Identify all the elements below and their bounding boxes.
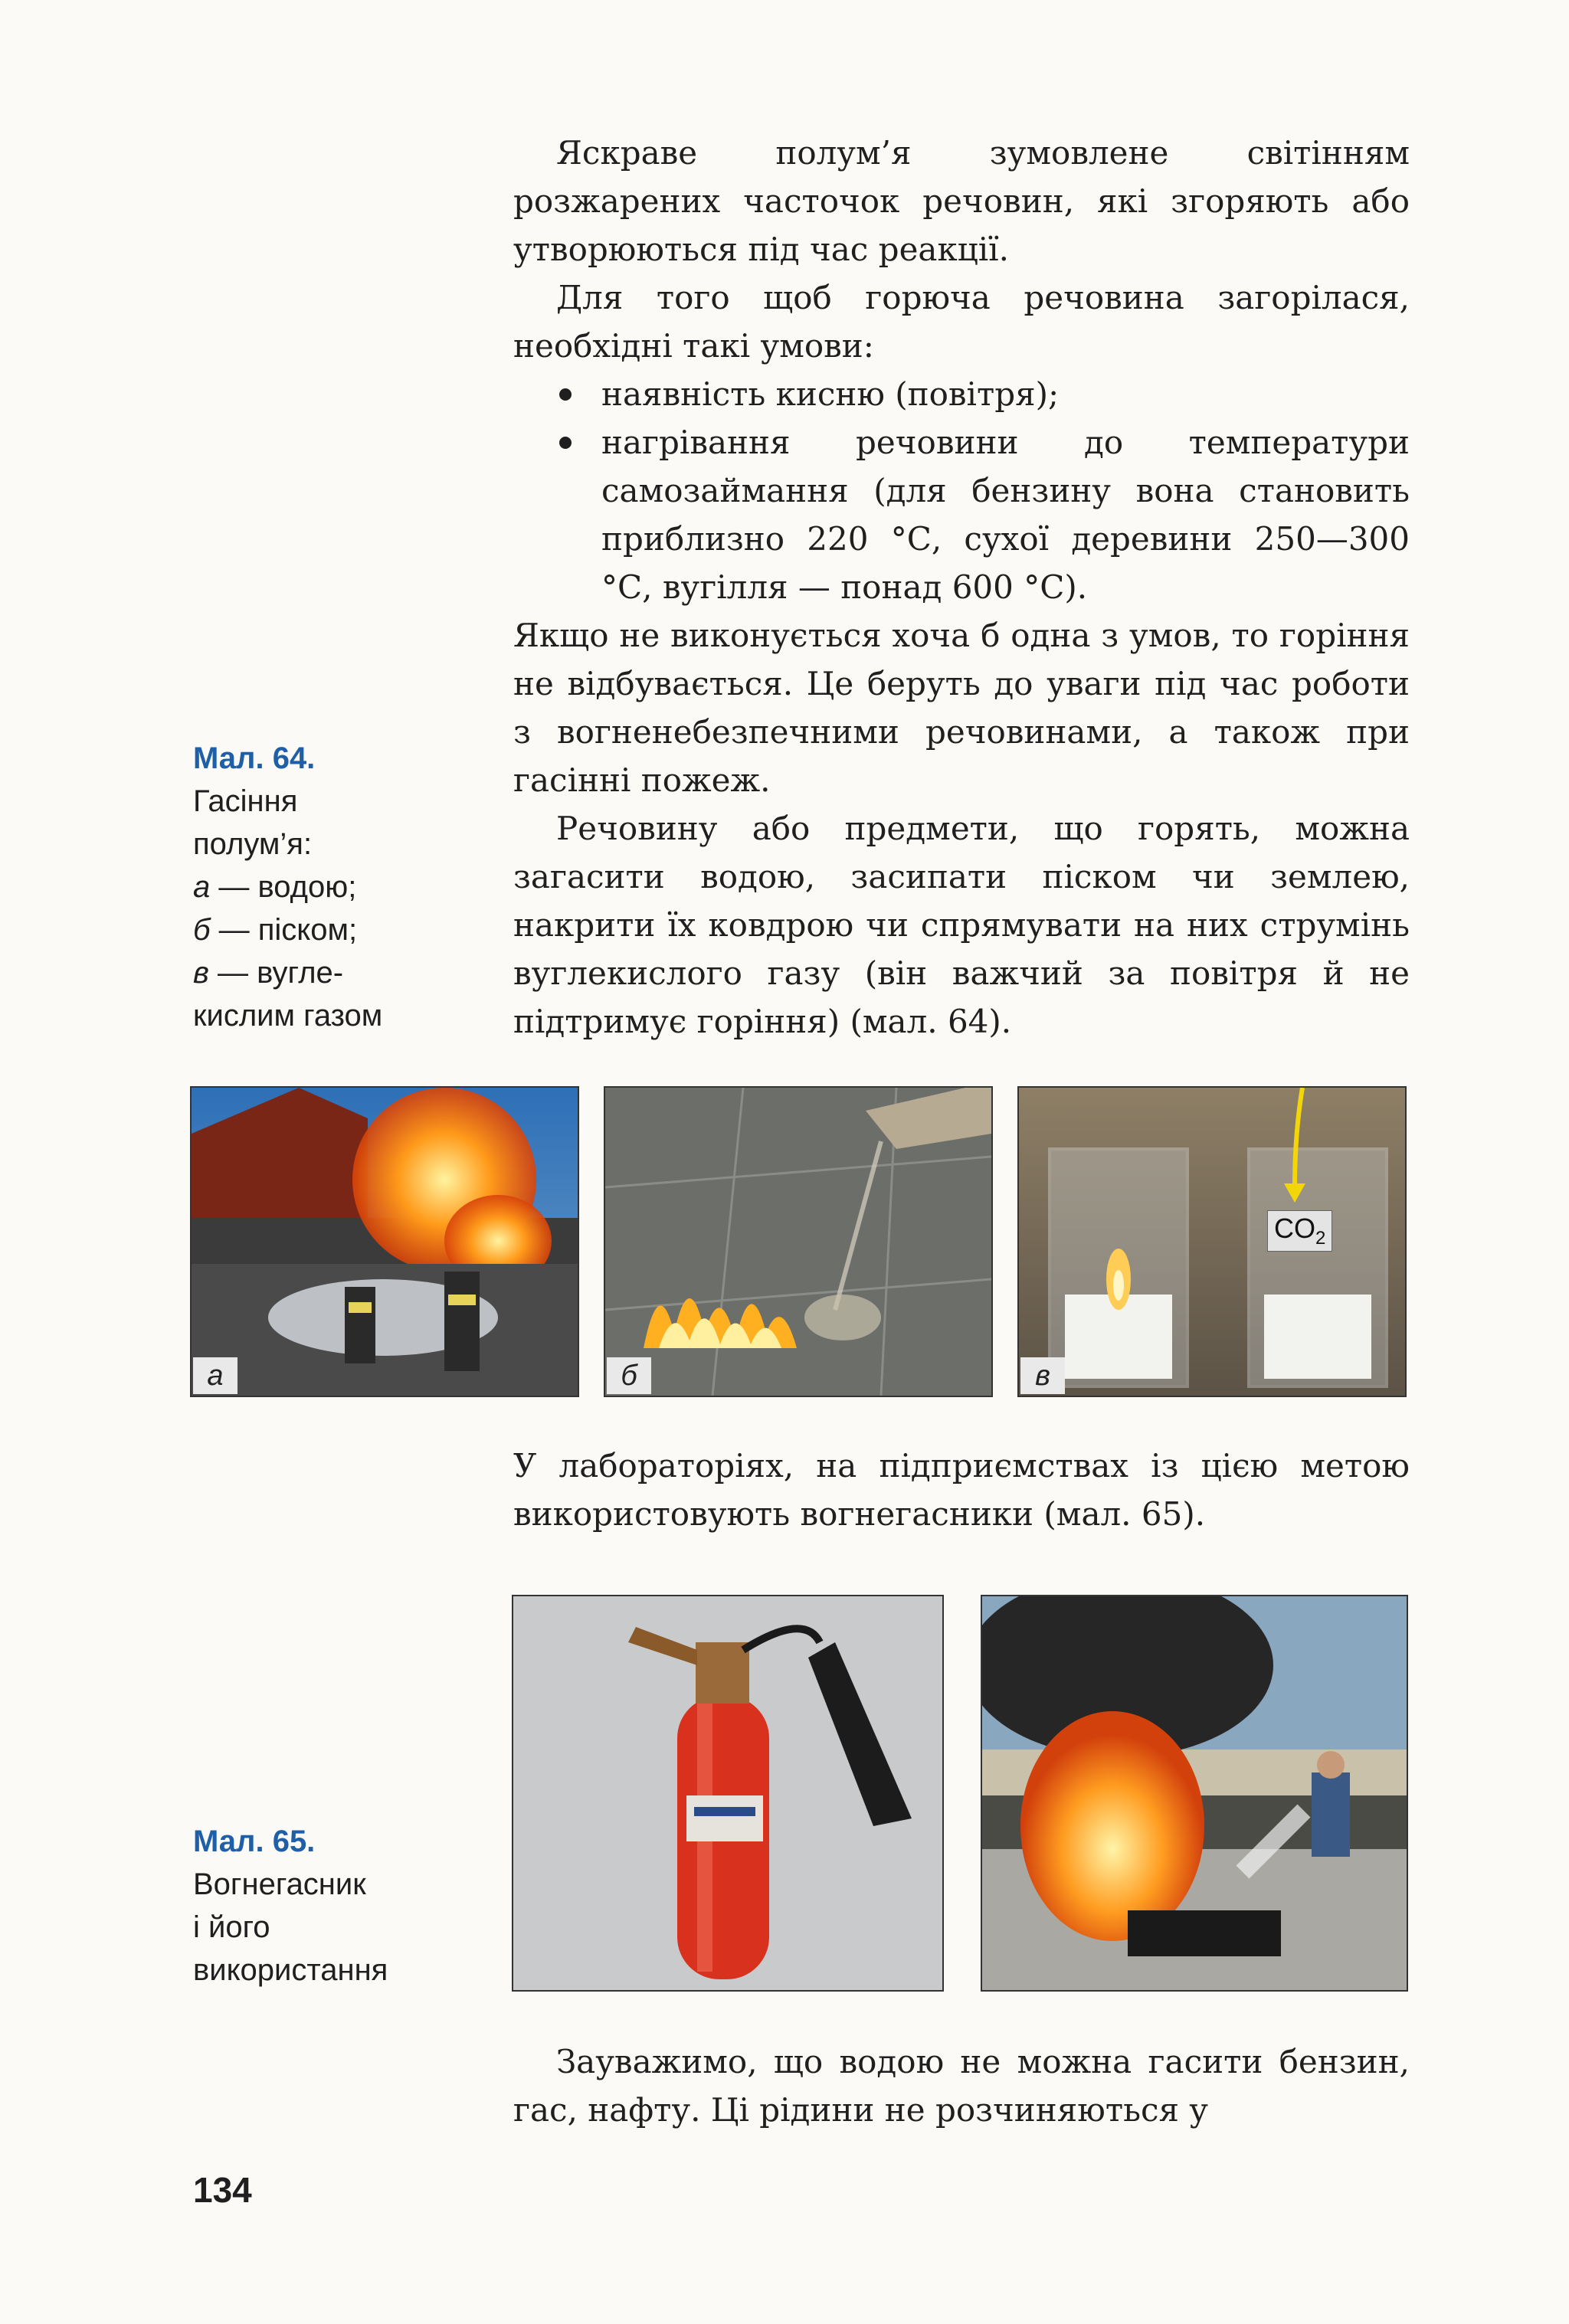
photo-label-b: б <box>607 1357 651 1394</box>
figure-64-caption <box>193 737 454 1037</box>
figure-65-number: Мал. 65. <box>193 1825 316 1858</box>
figure-64-number: Мал. 64. <box>193 741 316 775</box>
photo-co2 <box>1017 1086 1407 1397</box>
caption-line: Гасіння <box>193 784 298 818</box>
paragraph-extinguish: Речовину або предмети, що горять, можна загасити водою, засипати піском чи землею, накрити їх ковдрою чи спрямувати на них струмінь вуглекислого газу (він важчий за повітря й не підтримує горіння) (мал. 64). <box>513 810 1410 1040</box>
paragraph-conditions: Для того щоб горюча речовина загорілася, необхідні такі умови: <box>513 279 1410 365</box>
figure-65-caption <box>193 1820 454 1992</box>
list-item-text: наявність кисню (повітря); <box>601 375 1060 413</box>
bullet-icon <box>559 388 572 401</box>
caption-line: полум’я: <box>193 827 313 861</box>
caption-text: — піском; <box>210 913 358 947</box>
caption-text: — вугле- <box>208 956 344 990</box>
caption-line <box>193 951 454 994</box>
firefighters-image <box>192 1088 578 1396</box>
photo-firefighters <box>190 1086 579 1397</box>
page-number: 134 <box>193 2170 252 2210</box>
co2-candles-image <box>1019 1088 1405 1396</box>
caption-line <box>193 866 454 908</box>
extinguisher-use-image <box>982 1596 1407 1990</box>
caption-line: кислим газом <box>193 999 383 1033</box>
list-item <box>513 418 1410 611</box>
caption-letter: в <box>193 956 209 990</box>
caption-line: Вогнегасник <box>193 1867 366 1901</box>
photo-label-c: в <box>1020 1357 1065 1394</box>
extinguisher-image <box>513 1596 942 1990</box>
co2-label <box>1267 1210 1332 1252</box>
co2-text: CO <box>1274 1213 1315 1244</box>
co2-subscript: 2 <box>1315 1228 1326 1249</box>
bullet-icon <box>559 437 572 449</box>
photo-extinguisher-use <box>981 1595 1408 1992</box>
sand-image <box>605 1088 991 1396</box>
list-item-text: нагрівання речовини до температури самозаймання (для бензину вона становить приблизно 220 °С, сухої деревини 250—300 °С, вугілля — понад 600 °С). <box>601 424 1410 606</box>
paragraph-note: Зауважимо, що водою не можна гасити бензин, гас, нафту. Ці рідини не розчиняються у <box>513 2043 1410 2129</box>
caption-letter: б <box>193 913 211 947</box>
list-item <box>513 370 1410 418</box>
paragraph-no-burning: Якщо не виконується хоча б одна з умов, то горіння не відбувається. Це беруть до уваги під час роботи з вогненебезпечними речовинами, а також при гасінні пожеж. <box>513 617 1410 799</box>
photo-sand <box>604 1086 993 1397</box>
paragraph-flame: Яскраве полум’я зумовлене світінням розжарених часточок речовин, які згоряють або утворюються під час реакції. <box>513 134 1410 268</box>
caption-text: — водою; <box>210 870 357 904</box>
caption-line <box>193 908 454 951</box>
caption-line: використання <box>193 1953 388 1987</box>
photo-extinguisher <box>512 1595 944 1992</box>
conditions-list <box>513 370 1410 611</box>
caption-line: і його <box>193 1910 270 1944</box>
paragraph-extinguishers: У лабораторіях, на підприємствах із цією метою використовують вогнегасники (мал. 65). <box>513 1447 1410 1533</box>
caption-letter: а <box>193 870 211 904</box>
photo-label-a: а <box>193 1357 237 1394</box>
